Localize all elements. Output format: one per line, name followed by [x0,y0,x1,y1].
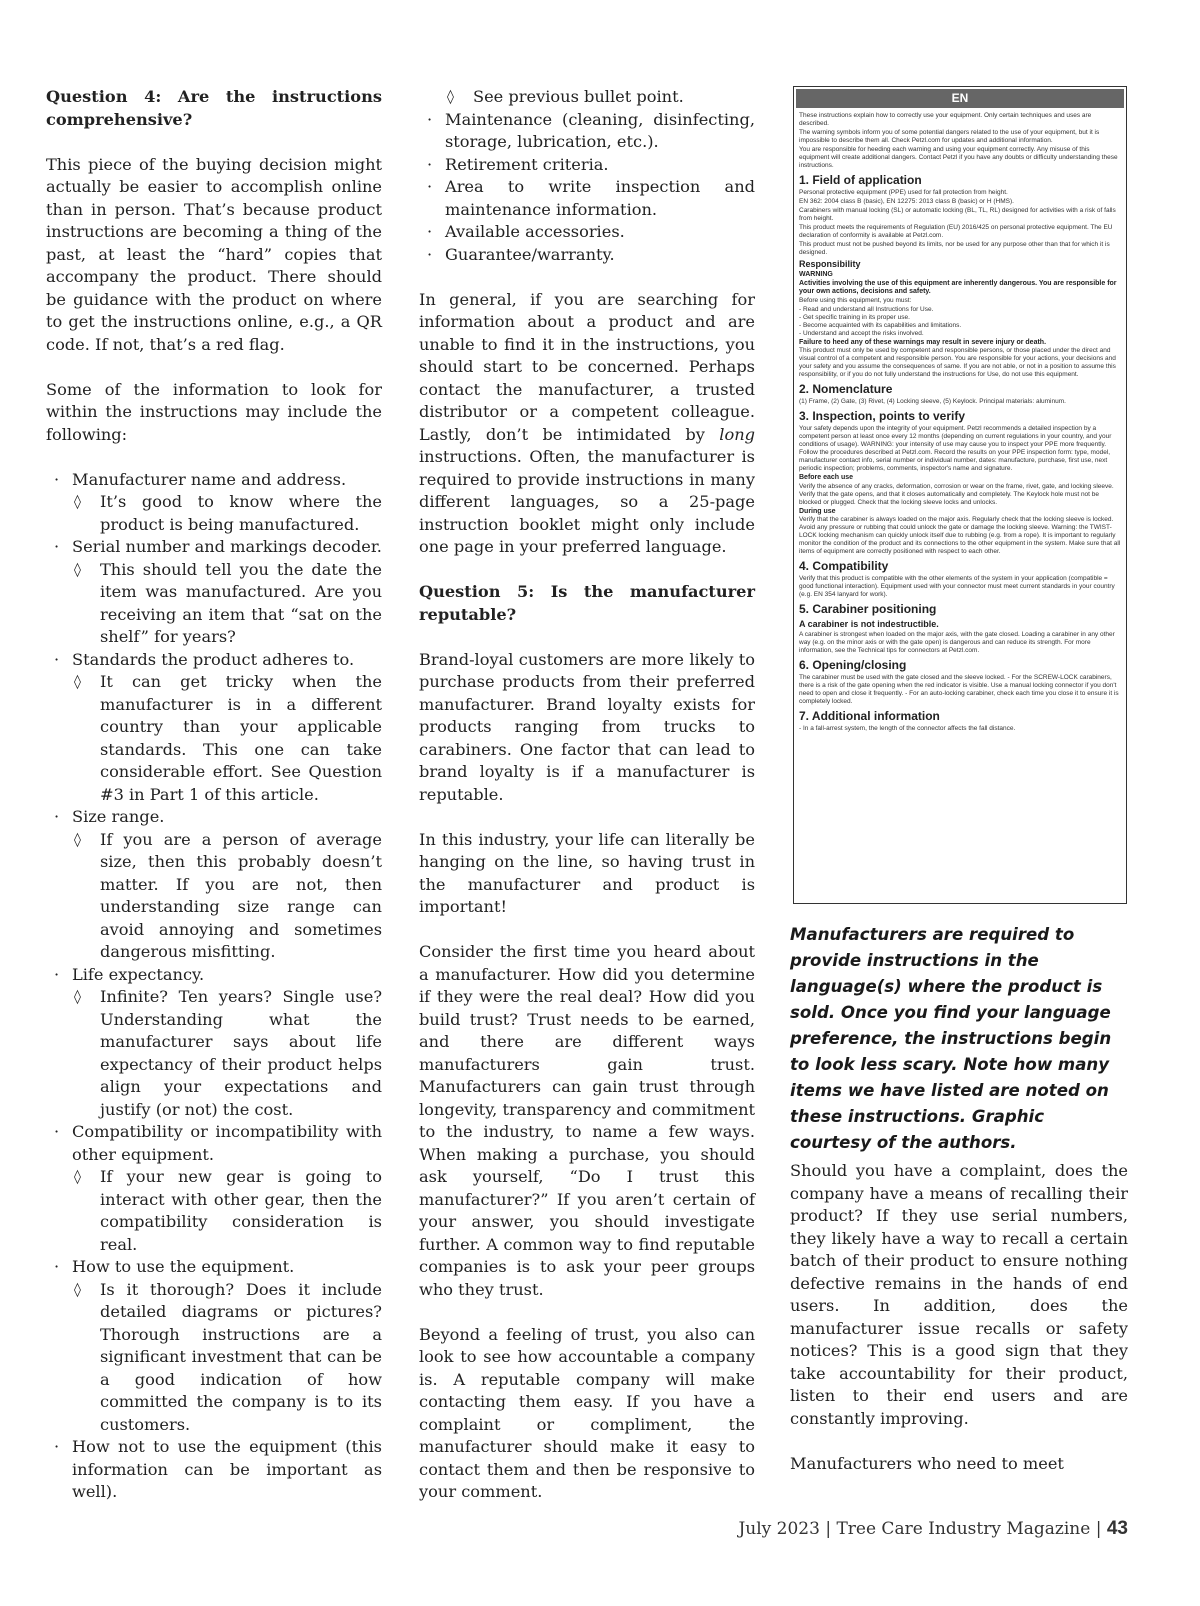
paragraph: Some of the information to look for within the instructions may include the following: [46,379,382,444]
question-5-heading: Question 5: Is the manufacturer reputable? [419,582,755,624]
sub-list-item: ◊ See previous bullet point. [445,86,755,109]
column-3 [790,1160,1128,1498]
manual-subheading: Responsibility [799,259,861,269]
paragraph: Brand-loyal customers are more likely to purchase products from their preferred manufacturer. Brand loyalty exists for products ranging from trucks to carabiners. One factor that can lead to brand loyalty is if a manufacturer is reputable. [419,649,755,804]
manual-section-heading: 3. Inspection, points to verify [799,409,966,423]
paragraph: In this industry, your life can literally be hanging on the line, so having trust in the manufacturer and product is important! [419,829,755,916]
manual-subheading: Before each use [799,474,854,481]
list-item: · How to use the equipment. ◊ Is it thorough? Does it include detailed diagrams or pictures? Thorough instructions are a significant investment that can be a good indication of how committed the company is to its customers. [46,1256,382,1436]
manual-warning-text: Activities involving the use of this equipment are inherently dangerous. You are responsible for your own actions, decisions and safety. [799,279,1117,295]
manual-section-heading: 1. Field of application [799,173,922,187]
manual-text: (1) Frame, (2) Gate, (3) Rivet, (4) Locking sleeve, (5) Keylock. Principal materials: aluminum. [799,398,1066,405]
manual-section-heading: 5. Carabiner positioning [799,602,937,616]
manual-subheading: During use [799,507,836,515]
manual-section-heading: 7. Additional information [799,709,940,723]
column-2 [419,86,755,1526]
manual-text: - Read and understand all Instructions for Use. [799,305,934,313]
list-item: · Manufacturer name and address. ◊ It’s good to know where the product is being manufactured. [46,469,382,537]
manual-text: - Get specific training in its proper use. [799,313,910,321]
column-1 [46,86,382,1526]
sub-list-item: ◊ If you are a person of average size, then this probably doesn’t matter. If you are not, then understanding size range can avoid annoying and sometimes dangerous misfitting. [72,829,382,964]
list-item: · Standards the product adheres to. ◊ It can get tricky when the manufacturer is in a different country than your applicable standards. This one can take considerable effort. See Question #3 in Part 1 of this article. [46,649,382,807]
list-item: · Compatibility or incompatibility with other equipment. ◊ If your new gear is going to interact with other gear, then the compatibility consideration is real. [46,1121,382,1256]
paragraph: This piece of the buying decision might actually be easier to accomplish online than in person. That’s because product instructions are becoming a thing of the past, at least the “hard” copies that accompany the product. There should be guidance with the product on where to get the instructions online, e.g., a QR code. If not, that’s a red flag. [46,154,382,354]
manual-text: You are responsible for heeding each warning and using your equipment correctly. Any misuse of this equipment will create additional dangers. Contact Petzl if you have any doubts or difficulty understanding these instructions. [799,146,1118,169]
list-item: · How not to use the equipment (this information can be important as well). [46,1436,382,1504]
sub-list-item: ◊ It can get tricky when the manufacturer is in a different country than your applicable standards. This one can take considerable effort. See Question #3 in Part 1 of this article. [72,671,382,806]
manual-section-heading: 4. Compatibility [799,559,889,573]
manual-text: This product meets the requirements of Regulation (EU) 2016/425 on personal protective equipment. The EU declaration of conformity is available at Petzl.com. [799,224,1113,239]
figure-caption: Manufacturers are required to provide instructions in the language(s) where the product is sold. Once you find your language preference, the instructions begin to look less scary. Note how many items we have listed are noted on these instructions. Graphic courtesy of the authors. [790,925,1112,1152]
list-item: · Guarantee/warranty. [419,244,755,267]
manual-text: This product must not be pushed beyond its limits, nor be used for any purpose other than that for which it is designed. [799,241,1110,256]
manual-text: EN 362: 2004 class B (basic), EN 12275: 2013 class B (basic) or H (HMS). [799,198,1014,205]
bullet-list [419,109,755,267]
manual-warning-text: Failure to heed any of these warnings may result in severe injury or death. [799,338,1047,346]
manual-subheading: A carabiner is not indestructible. [799,619,939,629]
manual-section-heading: 2. Nomenclature [799,382,893,396]
manual-text: Personal protective equipment (PPE) used for fall protection from height. [799,189,1008,196]
language-header: EN [796,89,1124,108]
sub-list-item: ◊ Infinite? Ten years? Single use? Understanding what the manufacturer says about life expectancy of their product helps align your expectations and justify (or not) the cost. [72,986,382,1121]
list-item: · Life expectancy. ◊ Infinite? Ten years? Single use? Understanding what the manufacturer says about life expectancy of their product helps align your expectations and justify (or not) the cost. [46,964,382,1122]
instruction-manual-graphic [793,86,1127,904]
manual-text: Verify that this product is compatible with the other elements of the system in your application (compatible = good functional interaction). Equipment used with your connector must meet current standards in your country (e.g. EN 354 lanyard for work). [799,575,1115,598]
list-item: · Retirement criteria. [419,154,755,177]
bullet-list [46,469,382,1504]
manual-warning: WARNING [799,271,833,278]
manual-text: The warning symbols inform you of some potential dangers related to the use of your equipment, but it is impossible to describe them all. Check Petzl.com for updates and additional information. [799,129,1100,144]
manual-text: Before using this equipment, you must: [799,296,912,304]
paragraph: Consider the first time you heard about a manufacturer. How did you determine if they were the real deal? How did you build trust? Trust needs to be earned, and there are different ways manufacturers gain trust. Manufacturers can gain trust through longevity, transparency and commitment to the industry, to name a few ways. When making a purchase, you should ask yourself, “Do I trust this manufacturer?” If you aren’t certain of your answer, you should investigate further. A common way to find reputable companies is to ask your peer groups who they trust. [419,942,755,1299]
manual-text: - Understand and accept the risks involved. [799,329,924,337]
paragraph: Beyond a feeling of trust, you also can look to see how accountable a company is. A reputable company will make contacting them easy. If you have a complaint or compliment, the manufacturer should make it easy to contact them and then be responsive to your comment. [419,1324,755,1501]
manual-text: A carabiner is strongest when loaded on the major axis, with the gate closed. Loading a carabiner in any other way (e.g. on the minor axis or with the gate open) is dangerous and can reduce its strength. For more information, see the Technical tips for connectors at Petzl.com. [799,631,1115,654]
paragraph: Manufacturers who need to meet [790,1453,1064,1473]
list-item: · Area to write inspection and maintenance information. [419,176,755,221]
manual-text: Verify the absence of any cracks, deformation, corrosion or wear on the frame, rivet, gate, and locking sleeve. Verify that the gate opens, and that it closes automatically and completely. The Keylock hole must not be blocked or plugged. Check that the locking sleeve locks and unlocks. [799,482,1114,506]
sub-list-item: ◊ It’s good to know where the product is being manufactured. [72,491,382,536]
sub-list-item: ◊ Is it thorough? Does it include detailed diagrams or pictures? Thorough instructions are a significant investment that can be a good indication of how committed the company is to its customers. [72,1279,382,1437]
manual-text: The carabiner must be used with the gate closed and the sleeve locked. - For the SCREW-LOCK carabiners, there is a risk of the gate opening when the red indicator is visible. Use a manual locking connector if you don't need to open and close it frequently. - For an auto-locking carabiner, check each time you close it to ensure it is completely locked. [799,674,1119,705]
sub-list-item: ◊ This should tell you the date the item was manufactured. Are you receiving an item that “sat on the shelf” for years? [72,559,382,649]
manual-section-heading: 6. Opening/closing [799,658,907,672]
page-footer [738,1518,1128,1540]
list-item: · Available accessories. [419,221,755,244]
sub-list-item: ◊ If your new gear is going to interact with other gear, then the compatibility consideration is real. [72,1166,382,1256]
manual-text: - In a fall-arrest system, the length of the connector affects the fall distance. [799,725,1016,732]
paragraph: In general, if you are searching for information about a product and are unable to find it in the instructions, you should start to be concerned. Perhaps contact the manufacturer, a trusted distributor or a competent colleague. Lastly, don’t be intimidated by long instructions. Often, the manufacturer is required to provide instructions in many different languages, so a 25-page instruction booklet might only include one page in your preferred language. [419,289,755,556]
manual-text: Your safety depends upon the integrity of your equipment. Petzl recommends a detailed inspection by a competent person at least once every 12 months (depending on current regulations in your country, and your conditions of usage). WARNING: your intensity of use may cause you to inspect your PPE more frequently. Follow the procedures described at Petzl.com. Record the results on your PPE inspection form: type, model, manufacturer contact info, serial number or individual number, dates: manufacture, purchase, first use, next periodic inspection; problems, comments, inspector's name and signature. [799,425,1112,472]
footer-text: July 2023 | Tree Care Industry Magazine | [738,1519,1107,1539]
manual-text: These instructions explain how to correctly use your equipment. Only certain techniques and uses are described. [799,112,1092,127]
manual-text: Carabiners with manual locking (SL) or automatic locking (BL, TL, RL) designed for activities with a risk of falls from height. [799,207,1116,222]
list-item: · Serial number and markings decoder. ◊ This should tell you the date the item was manufactured. Are you receiving an item that “sat on the shelf” for years? [46,536,382,649]
manual-text: - Become acquainted with its capabilities and limitations. [799,321,962,329]
manual-text: This product must only be used by competent and responsible persons, or those placed under the direct and visual control of a competent and responsible person. You are responsible for your actions, your decisions and your safety and you assume the consequences of same. If you are not able, or not in a position to assume this responsibility, or if you do not fully understand the instructions for Use, do not use this equipment. [799,347,1116,378]
page-number: 43 [1106,1518,1128,1539]
manual-text: Verify that the carabiner is always loaded on the major axis. Regularly check that the locking sleeve is locked. Avoid any pressure or rubbing that could unlock the gate or damage the locking sleeve. Warning: the TWIST-LOCK locking mechanism can quickly unlock itself due to rubbing (e.g. from a rope). It is important to regularly monitor the condition of the product and its connections to the other equipment in the system. Make sure that all items of equipment are correctly positioned with respect to each other. [799,516,1121,555]
paragraph: Should you have a complaint, does the company have a means of recalling their product? If they use serial numbers, they likely have a way to recall a certain batch of their product to ensure nothing defective remains in the hands of end users. In addition, does the manufacturer issue recalls or safety notices? This is a good sign that they take accountability for their product, listen to their end users and are constantly improving. [790,1161,1128,1428]
list-item: · Size range. ◊ If you are a person of average size, then this probably doesn’t matter. If you are not, then understanding size range can avoid annoying and sometimes dangerous misfitting. [46,806,382,964]
question-4-heading: Question 4: Are the instructions comprehensive? [46,87,382,129]
list-item: · Maintenance (cleaning, disinfecting, storage, lubrication, etc.). [419,109,755,154]
